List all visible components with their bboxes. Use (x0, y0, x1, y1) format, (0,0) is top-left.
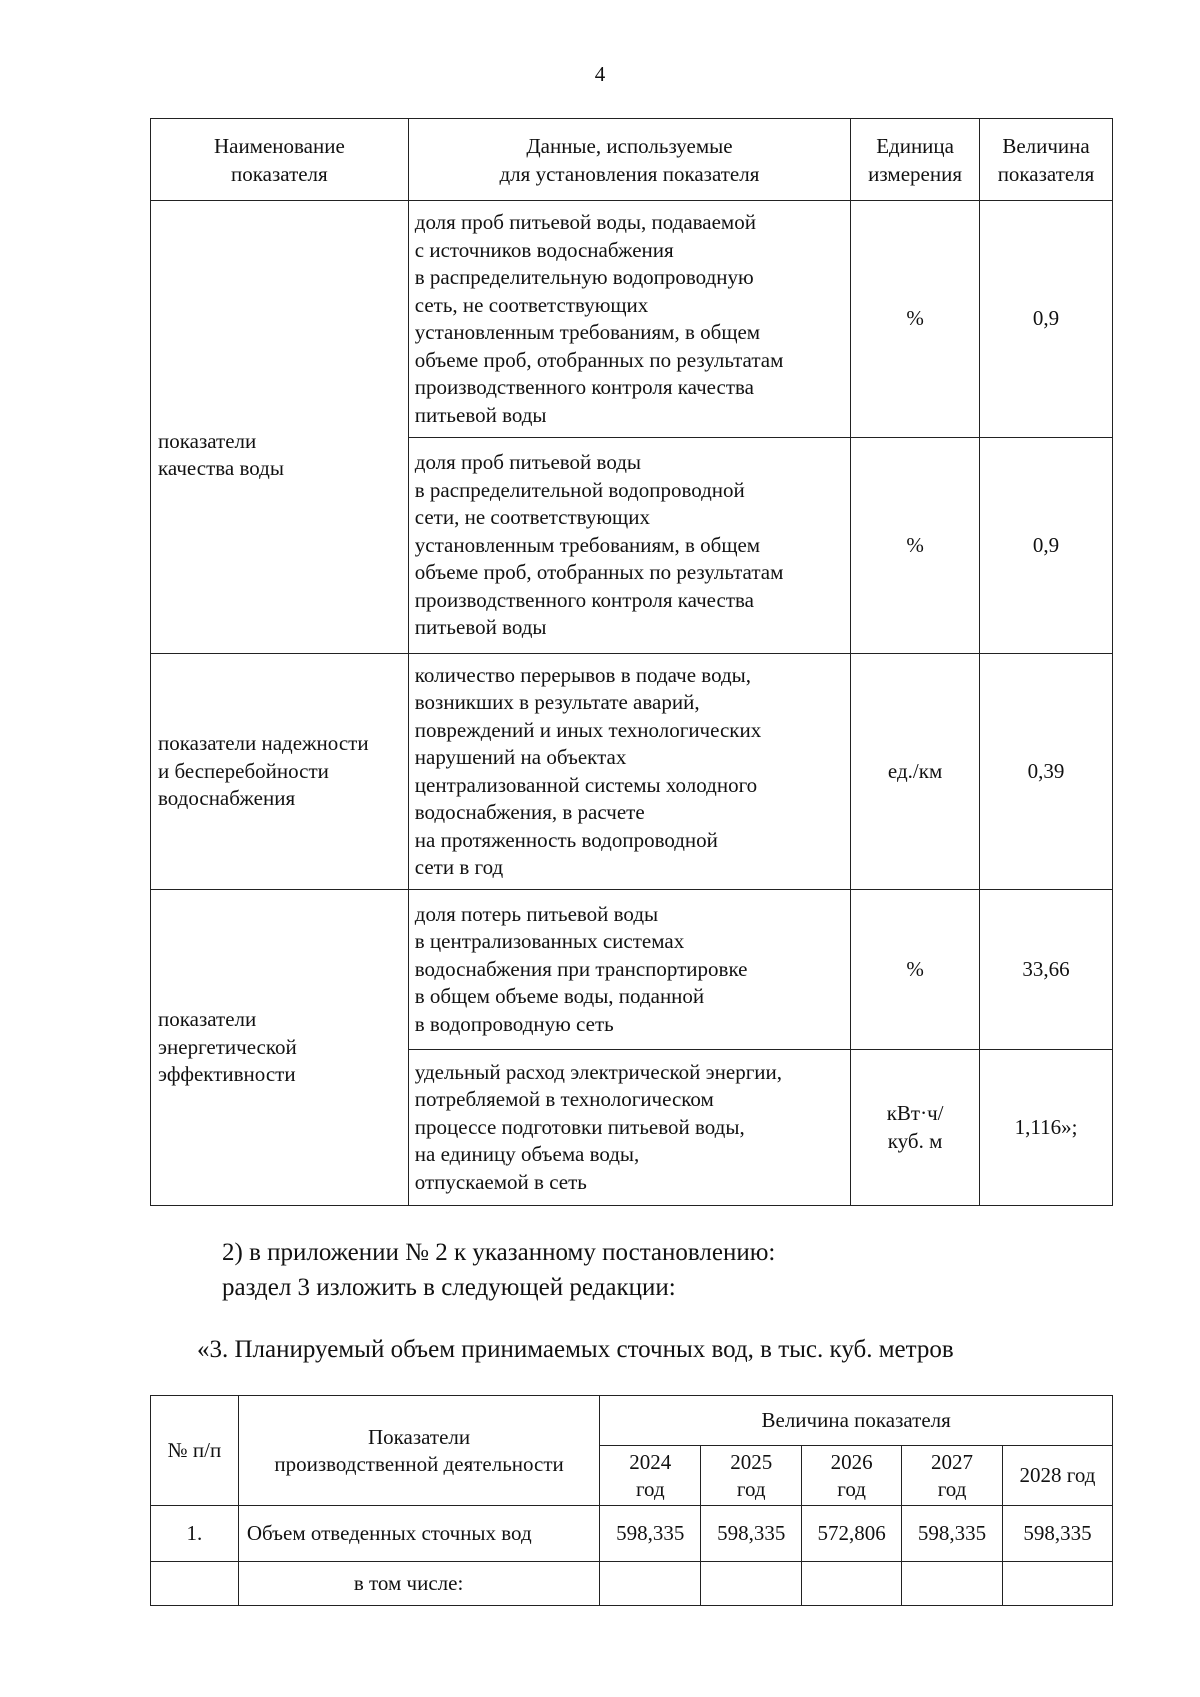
header-year-2027: 2027 год (902, 1446, 1003, 1506)
header-indicators: Показатели производственной деятельности (238, 1396, 600, 1506)
header-year-2026: 2026 год (802, 1446, 902, 1506)
indicator-unit: % (851, 438, 980, 654)
table-row (151, 1562, 1113, 1606)
indicator-unit: кВт·ч/ куб. м (851, 1050, 980, 1206)
table-header-row (151, 1396, 1113, 1446)
indicator-data: удельный расход электрической энергии, потребляемой в технологическом процессе подготовки питьевой воды, на единицу объема воды, отпускаемой в сеть (408, 1050, 850, 1206)
indicator-data: доля проб питьевой воды в распределительной водопроводной сети, не соответствующих установленным требованиям, в общем объеме проб, отобранных по результатам производственного контроля качества питьевой воды (408, 438, 850, 654)
header-value: Величина показателя (980, 119, 1113, 201)
indicator-unit: % (851, 890, 980, 1050)
indicator-unit: % (851, 201, 980, 438)
row-value (1003, 1562, 1113, 1606)
indicator-value: 0,9 (980, 438, 1113, 654)
header-year-2025: 2025 год (701, 1446, 802, 1506)
indicator-data: доля потерь питьевой воды в централизованных системах водоснабжения при транспортировке в общем объеме воды, поданной в водопроводную сеть (408, 890, 850, 1050)
indicator-value: 0,9 (980, 201, 1113, 438)
row-label: в том числе: (238, 1562, 600, 1606)
indicators-table (150, 118, 1113, 1206)
header-data-used: Данные, используемые для установления показателя (408, 119, 850, 201)
indicator-data: доля проб питьевой воды, подаваемой с источников водоснабжения в распределительную водопроводную сеть, не соответствующих установленным требованиям, в общем объеме проб, отобранных по результатам производственного контроля качества питьевой воды (408, 201, 850, 438)
row-label: Объем отведенных сточных вод (238, 1506, 600, 1562)
indicator-group-energy-efficiency: показатели энергетической эффективности (151, 890, 409, 1206)
row-value: 572,806 (802, 1506, 902, 1562)
row-value: 598,335 (701, 1506, 802, 1562)
header-year-2024: 2024 год (600, 1446, 701, 1506)
indicator-unit: ед./км (851, 654, 980, 890)
paragraph-section-instruction: раздел 3 изложить в следующей редакции: (222, 1274, 676, 1301)
header-number: № п/п (151, 1396, 239, 1506)
row-value (701, 1562, 802, 1606)
row-value: 598,335 (600, 1506, 701, 1562)
indicator-group-reliability: показатели надежности и бесперебойности водоснабжения (151, 654, 409, 890)
indicator-value: 33,66 (980, 890, 1113, 1050)
row-value: 598,335 (1003, 1506, 1113, 1562)
header-value-group: Величина показателя (600, 1396, 1113, 1446)
row-number (151, 1562, 239, 1606)
page-number: 4 (594, 62, 606, 86)
indicator-value: 0,39 (980, 654, 1113, 890)
table-row (151, 1506, 1113, 1562)
header-year-2028: 2028 год (1003, 1446, 1113, 1506)
table-row (151, 654, 1113, 890)
row-value (802, 1562, 902, 1606)
row-value: 598,335 (902, 1506, 1003, 1562)
header-indicator-name: Наименование показателя (151, 119, 409, 201)
row-value (600, 1562, 701, 1606)
wastewater-volume-table (150, 1395, 1113, 1606)
table-row (151, 201, 1113, 438)
indicator-data: количество перерывов в подаче воды, возникших в результате аварий, повреждений и иных технологических нарушений на объектах централизованной системы холодного водоснабжения, в расчете на протяженность водопроводной сети в год (408, 654, 850, 890)
indicator-value: 1,116»; (980, 1050, 1113, 1206)
table-header-row (151, 119, 1113, 201)
header-unit: Единица измерения (851, 119, 980, 201)
row-number: 1. (151, 1506, 239, 1562)
indicator-group-water-quality: показатели качества воды (151, 201, 409, 654)
section-heading: «3. Планируемый объем принимаемых сточных вод, в тыс. куб. метров (197, 1336, 954, 1363)
row-value (902, 1562, 1003, 1606)
table-row (151, 890, 1113, 1050)
paragraph-amendment-item: 2) в приложении № 2 к указанному постановлению: (222, 1239, 776, 1266)
